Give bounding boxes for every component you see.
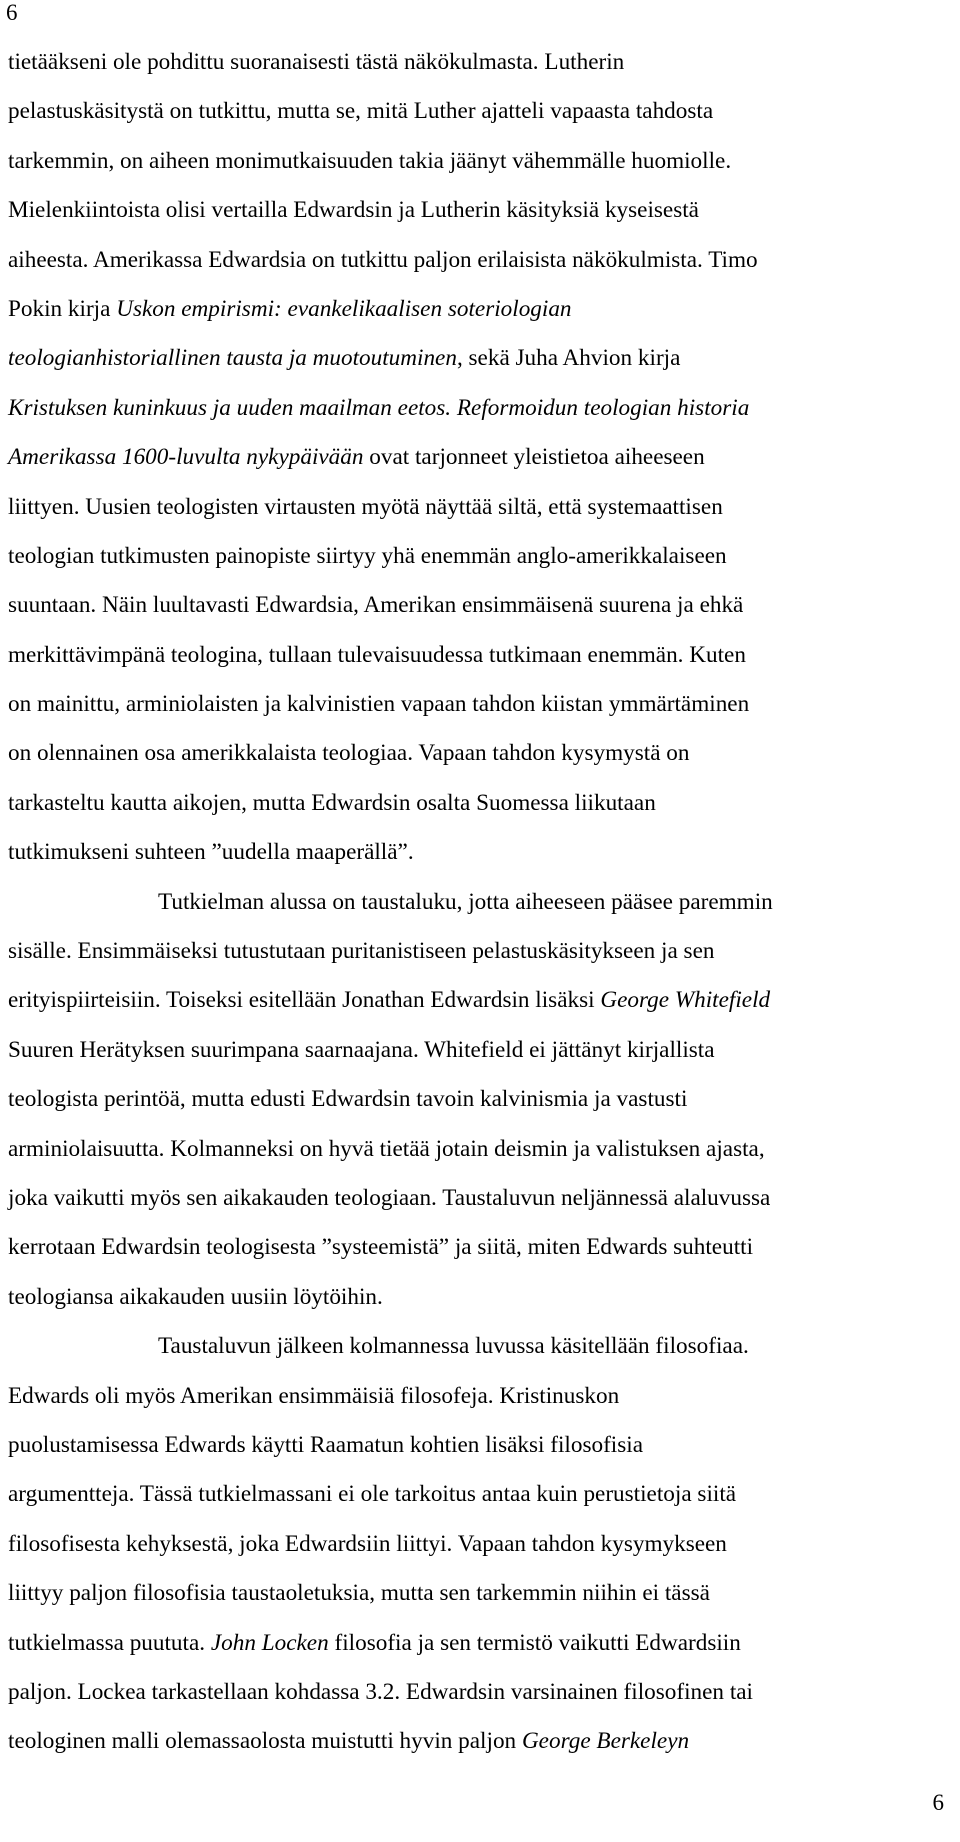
text-line (8, 236, 948, 285)
text-segment: Mielenkiintoista olisi vertailla Edwardsin ja Lutherin käsityksiä kyseisestä (8, 197, 699, 224)
text-segment: tutkielmassa puututa. (8, 1629, 211, 1656)
text-segment: tietääkseni ole pohdittu suoranaisesti tästä näkökulmasta. Lutherin (8, 49, 625, 75)
text-line (8, 779, 948, 828)
text-segment: paljon. Lockea tarkastellaan kohdassa 3.2. Edwardsin varsinainen filosofinen tai (8, 1678, 753, 1705)
text-segment: arminiolaisuutta. Kolmanneksi on hyvä tietää jotain deismin ja valistuksen ajasta, (8, 1135, 765, 1162)
text-segment: puolustamisessa Edwards käytti Raamatun kohtien lisäksi filosofisia (8, 1431, 643, 1458)
italic-text-segment: George Berkeleyn (521, 1728, 690, 1755)
text-segment: teologian tutkimusten painopiste siirtyy yhä enemmän anglo-amerikkalaiseen (8, 542, 727, 569)
text-segment: teologista perintöä, mutta edusti Edwardsin tavoin kalvinismia ja vastusti (8, 1086, 688, 1113)
text-line (8, 927, 948, 976)
text-segment: tutkimukseni suhteen ”uudella maaperällä”. (8, 839, 414, 866)
text-segment: teologiansa aikakauden uusiin löytöihin. (8, 1283, 383, 1310)
text-line (8, 1174, 948, 1223)
italic-text-segment: John Locken (210, 1629, 329, 1656)
text-line (8, 729, 948, 778)
text-line (8, 1223, 948, 1272)
text-segment: liittyy paljon filosofisia taustaoletuksia, mutta sen tarkemmin niihin ei tässä (8, 1580, 710, 1607)
text-line (8, 1322, 948, 1371)
text-line (8, 878, 948, 927)
italic-text-segment: George Whitefield (600, 987, 771, 1014)
text-segment: aiheesta. Amerikassa Edwardsia on tutkittu paljon erilaisista näkökulmista. Timo (8, 246, 758, 273)
text-segment: filosofisesta kehyksestä, joka Edwardsiin liittyi. Vapaan tahdon kysymykseen (8, 1530, 727, 1557)
text-line (8, 1075, 948, 1124)
text-line (8, 137, 948, 186)
text-segment: , sekä Juha Ahvion kirja (456, 345, 681, 372)
italic-text-segment: Amerikassa 1600-luvulta nykypäivään (8, 444, 364, 471)
text-line (8, 1125, 948, 1174)
page-number-bottom: 6 (932, 1790, 944, 1815)
text-line (8, 1520, 948, 1569)
italic-text-segment: teologianhistoriallinen tausta ja muotoutuminen (8, 345, 457, 372)
text-line (8, 828, 948, 877)
text-segment: teologinen malli olemassaolosta muistutti hyvin paljon (8, 1728, 522, 1755)
text-line (8, 631, 948, 680)
text-segment: liittyen. Uusien teologisten virtausten myötä näyttää siltä, että systemaattisen (8, 493, 723, 520)
text-line (8, 680, 948, 729)
text-line (8, 1421, 948, 1470)
text-line (8, 1619, 948, 1668)
text-line (8, 384, 948, 433)
text-line (8, 433, 948, 482)
text-line (8, 976, 948, 1025)
text-segment: tarkasteltu kautta aikojen, mutta Edwardsin osalta Suomessa liikutaan (8, 789, 656, 816)
text-line (8, 285, 948, 334)
text-segment: tarkemmin, on aiheen monimutkaisuuden takia jäänyt vähemmälle huomiolle. (8, 147, 732, 174)
text-segment: Suuren Herätyksen suurimpana saarnaajana. Whitefield ei jättänyt kirjallista (8, 1036, 715, 1063)
text-segment: on mainittu, arminiolaisten ja kalvinistien vapaan tahdon kiistan ymmärtäminen (8, 691, 750, 718)
text-line (8, 87, 948, 136)
text-line (8, 1273, 948, 1322)
text-line (8, 483, 948, 532)
text-segment: filosofia ja sen termistö vaikutti Edwardsiin (328, 1629, 741, 1656)
text-segment: pelastuskäsitystä on tutkittu, mutta se, mitä Luther ajatteli vapaasta tahdosta (8, 98, 714, 125)
text-line (8, 532, 948, 581)
page-number-top: 6 (6, 0, 18, 25)
text-line (8, 581, 948, 630)
italic-text-segment: Uskon empirismi: evankelikaalisen soteriologian (116, 295, 572, 322)
text-line (8, 1026, 948, 1075)
text-segment: suuntaan. Näin luultavasti Edwardsia, Amerikan ensimmäisenä suurena ja ehkä (8, 592, 744, 619)
text-line (8, 334, 948, 383)
text-segment: kerrotaan Edwardsin teologisesta ”systeemistä” ja siitä, miten Edwards suhteutti (8, 1234, 754, 1261)
text-line (8, 1372, 948, 1421)
text-segment: sisälle. Ensimmäiseksi tutustutaan puritanistiseen pelastuskäsitykseen ja sen (8, 938, 715, 965)
text-line (8, 38, 948, 87)
text-segment: erityispiirteisiin. Toiseksi esitellään Jonathan Edwardsin lisäksi (8, 987, 601, 1014)
text-line (8, 1569, 948, 1618)
text-segment: Edwards oli myös Amerikan ensimmäisiä filosofeja. Kristinuskon (8, 1382, 620, 1409)
text-segment: on olennainen osa amerikkalaista teologiaa. Vapaan tahdon kysymystä on (8, 740, 690, 767)
text-segment: ovat tarjonneet yleistietoa aiheeseen (363, 444, 705, 471)
text-segment: Tutkielman alussa on taustaluku, jotta aiheeseen pääsee paremmin (158, 888, 773, 915)
italic-text-segment: Kristuksen kuninkuus ja uuden maailman eetos. Reformoidun teologian historia (8, 394, 750, 421)
text-segment: Taustaluvun jälkeen kolmannessa luvussa käsitellään filosofiaa. (158, 1333, 749, 1360)
text-segment: joka vaikutti myös sen aikakauden teologiaan. Taustaluvun neljännessä alaluvussa (8, 1184, 771, 1211)
text-line (8, 1717, 948, 1766)
text-segment: argumentteja. Tässä tutkielmassani ei ole tarkoitus antaa kuin perustietoja siitä (8, 1481, 737, 1508)
text-segment: merkittävimpänä teologina, tullaan tulevaisuudessa tutkimaan enemmän. Kuten (8, 641, 746, 668)
body-text (8, 38, 948, 1767)
text-segment: Pokin kirja (8, 295, 117, 322)
text-line (8, 1470, 948, 1519)
text-line (8, 186, 948, 235)
text-line (8, 1668, 948, 1717)
